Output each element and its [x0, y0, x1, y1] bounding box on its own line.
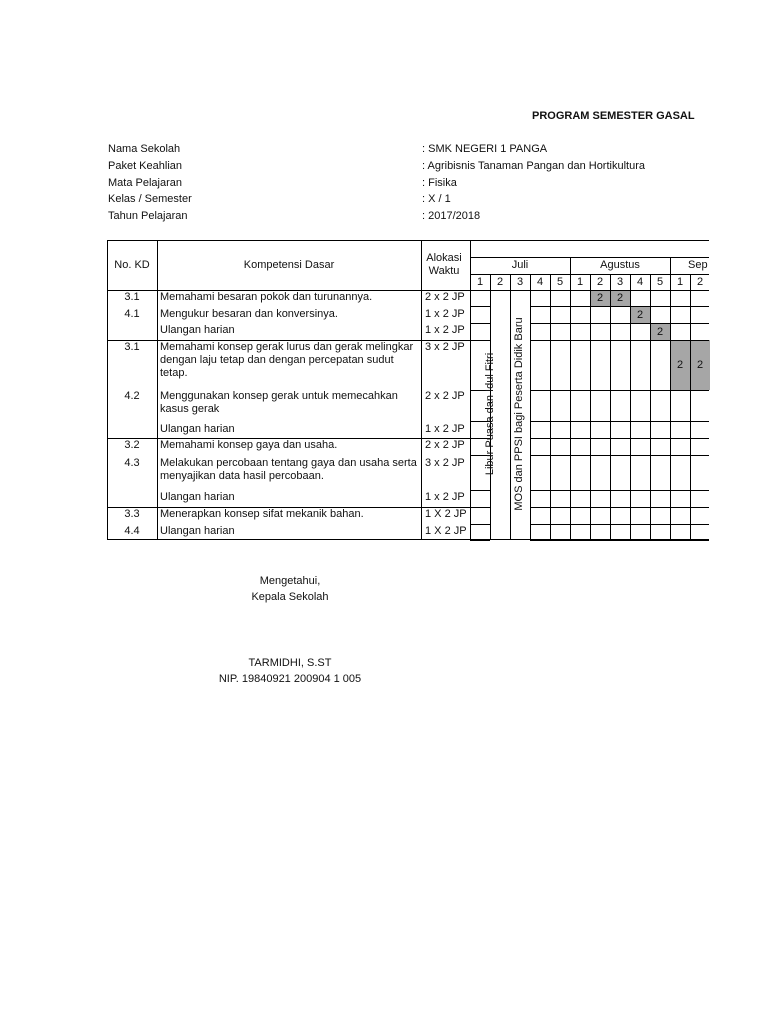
schedule-mark-value: 2: [676, 359, 684, 371]
cell-kompetensi: Melakukan percobaan tentang gaya dan usaha serta menyajikan data hasil percobaan.: [160, 457, 417, 482]
schedule-mark-value: 2: [656, 325, 664, 338]
info-label-nama-sekolah: Nama Sekolah: [108, 143, 181, 155]
week-number: 1: [476, 276, 484, 288]
cell-kompetensi: Menggunakan konsep gerak untuk memecahkan kasus gerak: [160, 390, 398, 415]
signature-mengetahui: Mengetahui,: [259, 575, 321, 587]
header-month-agustus: Agustus: [600, 259, 640, 271]
cell-kd: 3.3: [124, 508, 140, 520]
week-number: 5: [556, 276, 564, 288]
signature-kepala-sekolah: Kepala Sekolah: [251, 591, 329, 603]
cell-alokasi: 2 x 2 JP: [425, 439, 465, 451]
document-title: PROGRAM SEMESTER GASAL: [532, 110, 695, 122]
cell-kompetensi: Ulangan harian: [160, 491, 235, 503]
note-libur-puasa: Libur Puasa dan Idul Fitri: [484, 352, 496, 476]
week-number: 5: [656, 276, 664, 288]
info-value-nama-sekolah: : SMK NEGERI 1 PANGA: [422, 143, 548, 155]
cell-kd: 3.1: [124, 291, 140, 303]
cell-alokasi: 3 x 2 JP: [425, 457, 465, 469]
cell-alokasi: 2 x 2 JP: [425, 291, 465, 303]
cell-kd: 4.1: [124, 308, 140, 320]
info-label-mata-pelajaran: Mata Pelajaran: [108, 177, 182, 189]
cell-kd: 4.4: [124, 525, 140, 537]
cell-kompetensi: Mengukur besaran dan konversinya.: [160, 308, 338, 320]
signature-nip: NIP. 19840921 200904 1 005: [218, 673, 362, 685]
cell-kd: 4.3: [124, 457, 140, 469]
week-number: 1: [576, 276, 584, 288]
header-kompetensi-dasar: Kompetensi Dasar: [243, 259, 335, 271]
cell-alokasi: 1 X 2 JP: [425, 508, 467, 520]
schedule-mark-value: 2: [596, 292, 604, 304]
header-month-sep: Sep: [688, 259, 708, 271]
schedule-mark-value: 2: [696, 359, 704, 371]
signature-name: TARMIDHI, S.ST: [248, 657, 332, 669]
cell-alokasi: 1 x 2 JP: [425, 423, 465, 435]
week-number: 4: [636, 276, 644, 288]
cell-kompetensi: Menerapkan konsep sifat mekanik bahan.: [160, 508, 364, 520]
week-number: 4: [536, 276, 544, 288]
header-alokasi-waktu: Alokasi Waktu: [426, 252, 462, 277]
week-number: 3: [616, 276, 624, 288]
cell-alokasi: 1 X 2 JP: [425, 525, 467, 537]
info-label-kelas-semester: Kelas / Semester: [108, 193, 192, 205]
week-number: 1: [676, 276, 684, 288]
week-number: 2: [596, 276, 604, 288]
cell-kompetensi: Ulangan harian: [160, 525, 235, 537]
cell-alokasi: 3 x 2 JP: [425, 341, 465, 353]
cell-kd: 3.1: [124, 341, 140, 353]
cell-kompetensi: Memahami besaran pokok dan turunannya.: [160, 291, 373, 303]
info-value-kelas-semester: : X / 1: [422, 193, 451, 205]
cell-alokasi: 1 x 2 JP: [425, 308, 465, 320]
header-month-juli: Juli: [511, 259, 529, 271]
schedule-mark-value: 2: [616, 292, 624, 304]
cell-alokasi: 1 x 2 JP: [425, 324, 465, 336]
cell-kompetensi: Memahami konsep gerak lurus dan gerak melingkar dengan laju tetap dan dengan percepatan sudut tetap.: [160, 341, 414, 379]
cell-kompetensi: Ulangan harian: [160, 324, 235, 336]
info-value-mata-pelajaran: : Fisika: [422, 177, 457, 189]
cell-alokasi: 2 x 2 JP: [425, 390, 465, 402]
note-mos-ppsi: MOS dan PPSI bagi Peserta Didik Baru: [513, 317, 525, 511]
cell-kompetensi: Memahami konsep gaya dan usaha.: [160, 439, 338, 451]
info-value-tahun-pelajaran: : 2017/2018: [422, 210, 481, 222]
cell-kd: 3.2: [124, 439, 140, 451]
week-number: 3: [516, 276, 524, 288]
cell-kompetensi: Ulangan harian: [160, 423, 235, 435]
cell-kd: 4.2: [124, 390, 140, 402]
info-label-paket-keahlian: Paket Keahlian: [108, 160, 182, 172]
cell-alokasi: 1 x 2 JP: [425, 491, 465, 503]
week-number: 2: [496, 276, 504, 288]
week-number: 2: [696, 276, 704, 288]
info-value-paket-keahlian: : Agribisnis Tanaman Pangan dan Hortikultura: [422, 160, 645, 172]
schedule-mark-value: 2: [636, 308, 644, 321]
header-no-kd: No. KD: [114, 259, 150, 271]
info-label-tahun-pelajaran: Tahun Pelajaran: [108, 210, 188, 222]
